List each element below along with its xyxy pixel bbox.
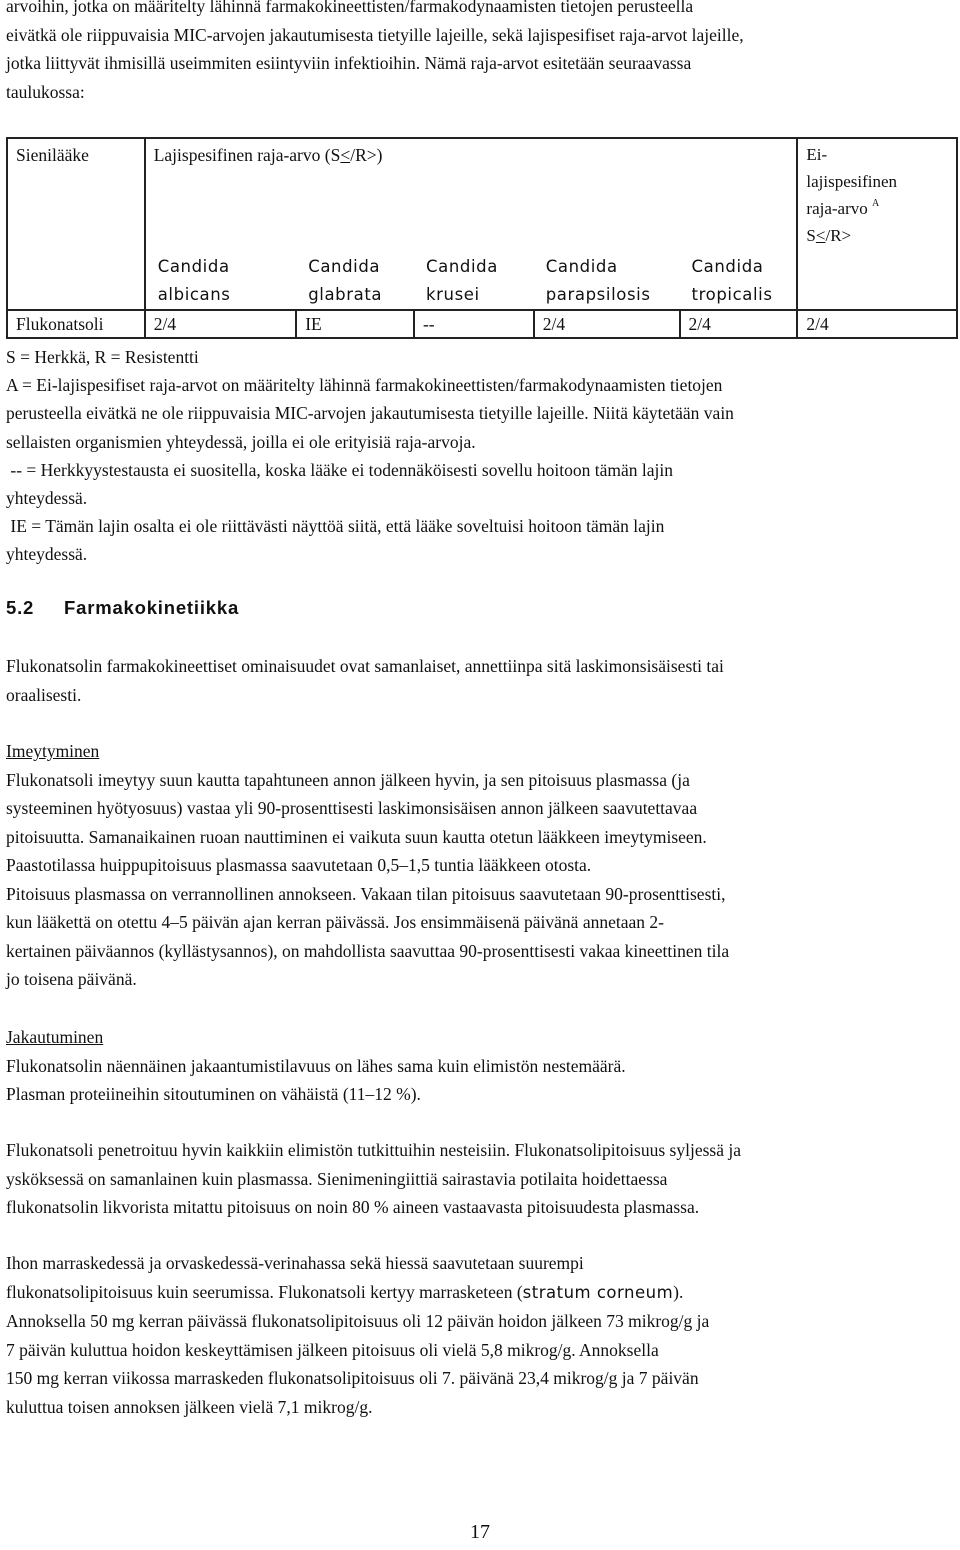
legend-line: sellaisten organismien yhteydessä, joilla ei ole erityisiä raja-arvoja. xyxy=(6,431,476,452)
paragraph-line: jo toisena päivänä. xyxy=(6,969,137,989)
cell-value: 2/4 xyxy=(145,310,296,338)
header-non-species-line: Ei- xyxy=(806,145,828,164)
intro-line: arvoihin, jotka on määritelty lähinnä farmakokineettisten/farmakodynaamisten tietojen perusteella xyxy=(6,0,694,16)
table-row xyxy=(7,310,957,338)
header-non-species-s: S xyxy=(806,226,816,245)
cell-value: 2/4 xyxy=(680,310,798,338)
penetration-paragraph xyxy=(6,1136,950,1222)
footnote-marker: A xyxy=(872,198,880,209)
header-non-species-tail: /R> xyxy=(825,226,852,245)
cell-value: 2/4 xyxy=(797,310,957,338)
section-number: 5.2 xyxy=(6,597,35,618)
le-symbol: < xyxy=(340,145,351,165)
paragraph-line: 7 päivän kuluttua hoidon keskeyttämisen jälkeen pitoisuus oli vielä 5,8 mikrog/g. Annoksella xyxy=(6,1339,659,1360)
cell-value: 2/4 xyxy=(534,310,680,338)
paragraph-line: systeeminen hyötyosuus) vastaa yli 90-prosenttisesti laskimonsisäisen annon jälkeen saavutettavaa xyxy=(6,798,698,818)
paragraph-line xyxy=(6,1278,950,1308)
latin-term: stratum corneum xyxy=(522,1282,674,1302)
absorption-section xyxy=(6,737,950,994)
legend-line: A = Ei-lajispesifiset raja-arvot on määritelty lähinnä farmakokineettisten/farmakodynaamisten tietojen xyxy=(6,375,723,396)
species-epithet: parapsilosis xyxy=(545,285,651,304)
cell-value: IE xyxy=(296,310,414,338)
species-genus: Candida xyxy=(308,257,381,276)
species-genus: Candida xyxy=(425,257,498,276)
distribution-section xyxy=(6,1023,950,1109)
paragraph-line: 150 mg kerran viikossa marraskeden flukonatsolipitoisuus oli 7. päivänä 23,4 mikrog/g ja 7 päivän xyxy=(6,1368,699,1388)
species-glabrata xyxy=(296,251,414,310)
cell-value: -- xyxy=(414,310,534,338)
section-heading xyxy=(6,597,239,619)
header-species-specific xyxy=(145,138,798,251)
species-albicans xyxy=(145,251,296,310)
paragraph-line: kuluttua toisen annoksen jälkeen vielä 7,1 mikrog/g. xyxy=(6,1396,373,1417)
species-parapsilosis xyxy=(534,251,680,310)
pk-intro-paragraph xyxy=(6,652,950,709)
paragraph-line: ysköksessä on samanlainen kuin plasmassa. Sienimeningiittiä sairastavia potilaita hoidettaessa xyxy=(6,1168,668,1189)
paragraph-line: Flukonatsolin näennäinen jakaantumistilavuus on lähes sama kuin elimistön nestemäärä. xyxy=(6,1055,626,1076)
intro-line: eivätkä ole riippuvaisia MIC-arvojen jakautumisesta tietyille lajeille, sekä lajispesifiset raja-arvot lajeille, xyxy=(6,24,744,45)
paragraph-line: Flukonatsoli imeytyy suun kautta tapahtuneen annon jälkeen hyvin, ja sen pitoisuus plasmassa (ja xyxy=(6,769,690,790)
paragraph-line: Flukonatsolin farmakokineettiset ominaisuudet ovat samanlaiset, annettiinpa sitä laskimonsisäisesti tai xyxy=(6,656,724,676)
legend-line: -- = Herkkyystestausta ei suositella, koska lääke ei todennäköisesti sovellu hoitoon tämän lajin xyxy=(6,459,673,480)
skin-paragraph xyxy=(6,1249,950,1421)
paragraph-text: flukonatsolipitoisuus kuin seerumissa. Flukonatsoli kertyy marrasketeen ( xyxy=(6,1281,523,1302)
paragraph-line: Ihon marraskedessä ja orvaskedessä-verinahassa sekä hiessä saavutetaan suurempi xyxy=(6,1253,584,1273)
species-epithet: albicans xyxy=(157,285,231,304)
header-antifungal xyxy=(7,138,145,310)
paragraph-line: Plasman proteiineihin sitoutuminen on vähäistä (11–12 %). xyxy=(6,1084,421,1104)
paragraph-line: Pitoisuus plasmassa on verrannollinen annokseen. Vakaan tilan pitoisuus saavutetaan 90-prosenttisesti, xyxy=(6,883,726,904)
legend-line: yhteydessä. xyxy=(6,488,88,509)
paragraph-line: Flukonatsoli penetroituu hyvin kaikkiin elimistön tutkittuihin nesteisiin. Flukonatsolipitoisuus syljessä ja xyxy=(6,1140,741,1160)
intro-paragraph xyxy=(6,0,950,106)
breakpoint-table xyxy=(6,137,958,339)
intro-line: taulukossa: xyxy=(6,81,85,102)
page-number: 17 xyxy=(470,1521,490,1543)
paragraph-line: kertainen päiväannos (kyllästysannos), on mahdollista saavuttaa 90-prosenttisesti vakaa kineettinen tila xyxy=(6,940,730,961)
paragraph-text: ). xyxy=(673,1281,684,1302)
section-title: Farmakokinetiikka xyxy=(64,597,240,618)
le-symbol: < xyxy=(815,226,826,245)
table-legend xyxy=(6,343,950,569)
intro-line: jotka liittyvät ihmisillä useimmiten esiintyviin infektioihin. Nämä raja-arvot esitetään seuraavassa xyxy=(6,53,692,73)
header-non-species-line: lajispesifinen xyxy=(806,172,898,191)
row-drug: Flukonatsoli xyxy=(7,310,145,338)
paragraph-line: pitoisuutta. Samanaikainen ruoan nauttiminen ei vaikuta suun kautta otetun lääkkeen imeytymiseen. xyxy=(6,826,707,847)
species-krusei xyxy=(414,251,534,310)
subheading-absorption: Imeytyminen xyxy=(6,741,100,761)
paragraph-line: kun lääkettä on otettu 4–5 päivän ajan kerran päivässä. Jos ensimmäisenä päivänä annetaan 2- xyxy=(6,912,664,932)
species-tropicalis xyxy=(680,251,798,310)
header-antifungal-label: Sienilääke xyxy=(16,145,89,165)
species-genus: Candida xyxy=(157,257,230,276)
header-non-species-line: raja-arvo xyxy=(806,199,868,218)
subheading-distribution: Jakautuminen xyxy=(6,1027,104,1047)
header-species-tail: /R>) xyxy=(350,145,383,165)
paragraph-line: Paastotilassa huippupitoisuus plasmassa saavutetaan 0,5–1,5 tuntia lääkkeen otosta. xyxy=(6,855,592,875)
legend-line: IE = Tämän lajin osalta ei ole riittävästi näyttöä siitä, että lääke soveltuisi hoitoon tämän lajin xyxy=(6,516,665,537)
header-species-text: Lajispesifinen raja-arvo (S xyxy=(153,145,341,165)
legend-line: S = Herkkä, R = Resistentti xyxy=(6,347,199,367)
paragraph-line: oraalisesti. xyxy=(6,684,82,705)
species-epithet: krusei xyxy=(425,285,480,304)
paragraph-line: flukonatsolin likvorista mitattu pitoisuus on noin 80 % aineen vastaavasta pitoisuudesta plasmassa. xyxy=(6,1197,700,1217)
header-non-species xyxy=(797,138,957,310)
legend-line: yhteydessä. xyxy=(6,544,88,565)
legend-line: perusteella eivätkä ne ole riippuvaisia MIC-arvojen jakautumisesta tietyille lajeille. Niitä käytetään vain xyxy=(6,403,734,424)
species-genus: Candida xyxy=(691,257,764,276)
species-genus: Candida xyxy=(545,257,618,276)
species-epithet: tropicalis xyxy=(691,285,773,304)
paragraph-line: Annoksella 50 mg kerran päivässä flukonatsolipitoisuus oli 12 päivän hoidon jälkeen 73 mikrog/g ja xyxy=(6,1311,710,1331)
species-epithet: glabrata xyxy=(308,285,383,304)
